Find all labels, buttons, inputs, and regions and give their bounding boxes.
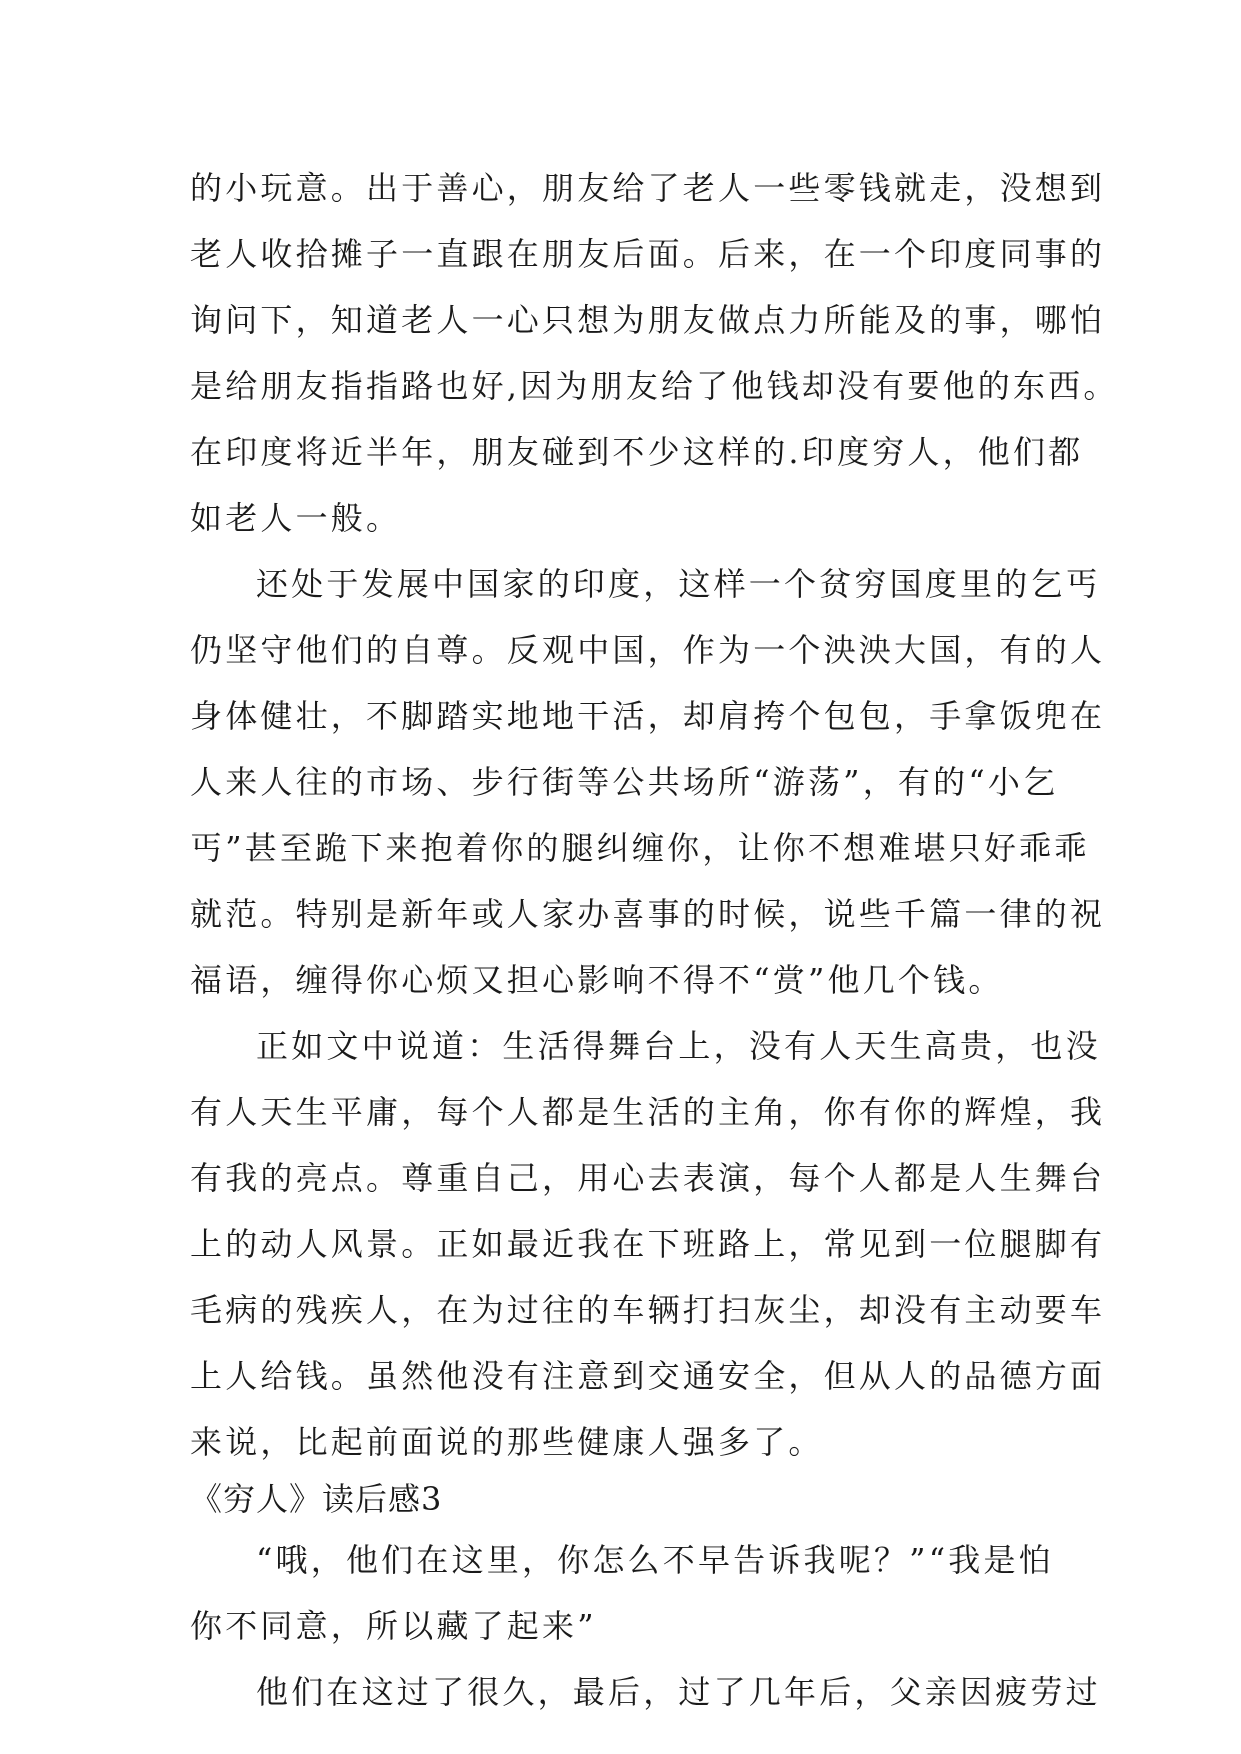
text-line: 有我的亮点。尊重自己，用心去表演，每个人都是人生舞台 (190, 1159, 1106, 1197)
text-line: 有人天生平庸，每个人都是生活的主角，你有你的辉煌，我 (190, 1093, 1106, 1131)
text-line: 是给朋友指指路也好,因为朋友给了他钱却没有要他的东西。 (190, 367, 1119, 405)
text-line: 在印度将近半年，朋友碰到不少这样的.印度穷人，他们都 (190, 433, 1084, 471)
paragraph-3 (190, 1013, 1106, 1475)
text-line: 人来人往的市场、步行街等公共场所“游荡”，有的“小乞 (190, 763, 1059, 801)
text-line: 就范。特别是新年或人家办喜事的时候，说些千篇一律的祝 (190, 895, 1106, 933)
text-line: 仍坚守他们的自尊。反观中国，作为一个泱泱大国，有的人 (190, 631, 1106, 669)
text-line: 丐”甚至跪下来抱着你的腿纠缠你，让你不想难堪只好乖乖 (190, 829, 1090, 867)
paragraph-4 (190, 1527, 1054, 1659)
text-line: 询问下，知道老人一心只想为朋友做点力所能及的事，哪怕 (190, 301, 1106, 339)
text-line: 来说，比起前面说的那些健康人强多了。 (190, 1423, 824, 1461)
text-line: 你不同意，所以藏了起来” (190, 1607, 597, 1645)
text-line: 上人给钱。虽然他没有注意到交通安全，但从人的品德方面 (190, 1357, 1106, 1395)
text-line: “哦，他们在这里，你怎么不早告诉我呢？”“我是怕 (256, 1541, 1054, 1579)
text-line: 的小玩意。出于善心，朋友给了老人一些零钱就走，没想到 (190, 169, 1106, 207)
text-line: 还处于发展中国家的印度，这样一个贫穷国度里的乞丐 (256, 565, 1101, 603)
text-line: 老人收拾摊子一直跟在朋友后面。后来，在一个印度同事的 (190, 235, 1106, 273)
paragraph-2 (190, 551, 1106, 1013)
text-line: 他们在这过了很久，最后，过了几年后，父亲因疲劳过 (256, 1673, 1101, 1711)
text-line: 身体健壮，不脚踏实地地干活，却肩挎个包包，手拿饭兜在 (190, 697, 1106, 735)
text-line: 正如文中说道：生活得舞台上，没有人天生高贵，也没 (256, 1027, 1101, 1065)
text-line: 福语，缠得你心烦又担心影响不得不“赏”他几个钱。 (190, 961, 1004, 999)
paragraph-5 (190, 1659, 1101, 1725)
text-line: 如老人一般。 (190, 499, 402, 537)
text-line: 上的动人风景。正如最近我在下班路上，常见到一位腿脚有 (190, 1225, 1106, 1263)
document-body (190, 155, 1119, 1725)
text-line: 毛病的残疾人，在为过往的车辆打扫灰尘，却没有主动要车 (190, 1291, 1106, 1329)
paragraph-1 (190, 155, 1119, 551)
section-heading: 《穷人》读后感3 (190, 1480, 443, 1518)
